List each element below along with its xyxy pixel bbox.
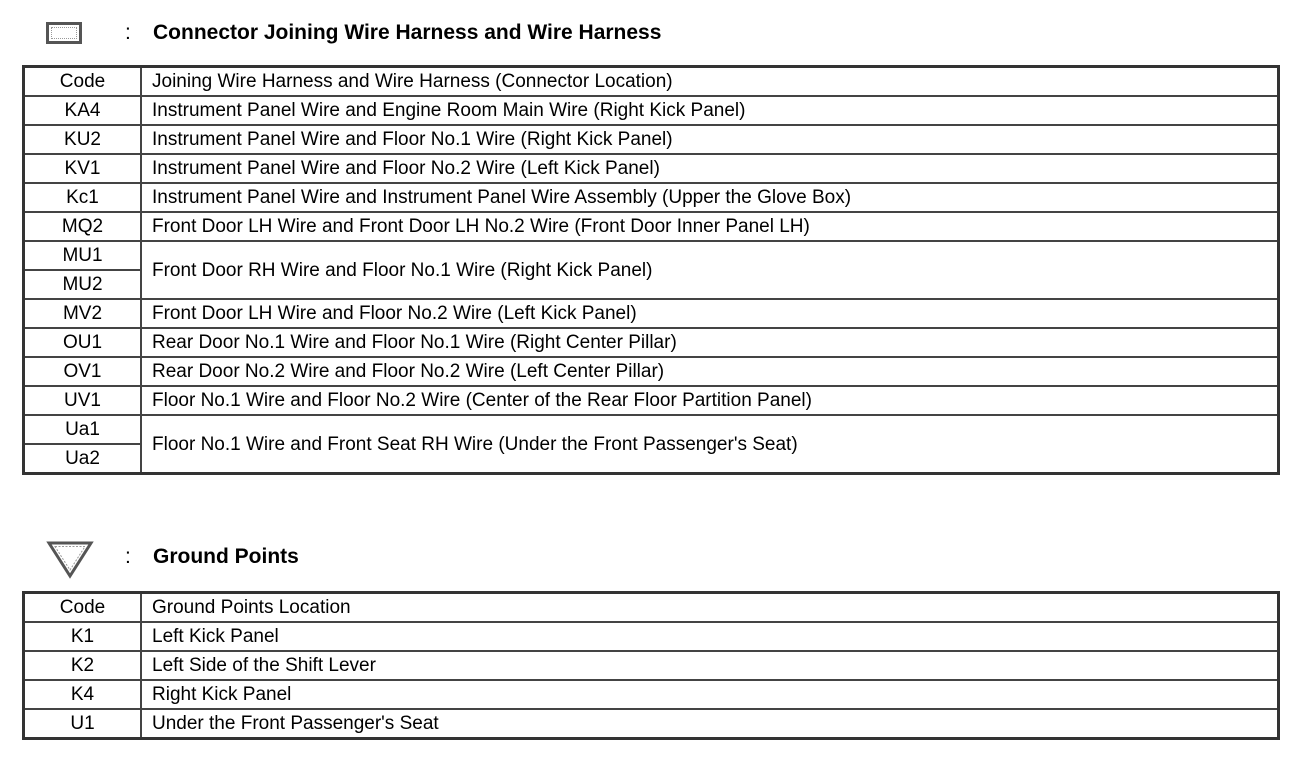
- ground-triangle-icon: [46, 539, 94, 579]
- ground-description-cell: Left Side of the Shift Lever: [141, 651, 1279, 680]
- connector-description-cell: Floor No.1 Wire and Floor No.2 Wire (Center of the Rear Floor Partition Panel): [141, 386, 1279, 415]
- ground-row: [24, 680, 1279, 709]
- connector-code-cell: Ua1: [24, 415, 142, 444]
- connector-description-cell: Front Door LH Wire and Floor No.2 Wire (Left Kick Panel): [141, 299, 1279, 328]
- connector-row: [24, 183, 1279, 212]
- connector-description-cell: Floor No.1 Wire and Front Seat RH Wire (Under the Front Passenger's Seat): [141, 415, 1279, 474]
- connector-row: [24, 386, 1279, 415]
- connector-row: [24, 357, 1279, 386]
- connector-code-cell: KA4: [24, 96, 142, 125]
- connector-code-cell: MQ2: [24, 212, 142, 241]
- connector-box-icon: [46, 22, 82, 44]
- ground-header-row: [24, 593, 1279, 623]
- connector-description-cell: Front Door LH Wire and Front Door LH No.2 Wire (Front Door Inner Panel LH): [141, 212, 1279, 241]
- ground-row: [24, 622, 1279, 651]
- connector-code-cell: OV1: [24, 357, 142, 386]
- ground-code-cell: K2: [24, 651, 142, 680]
- ground-description-cell: Right Kick Panel: [141, 680, 1279, 709]
- ground-table: [22, 591, 1280, 740]
- connector-code-cell: UV1: [24, 386, 142, 415]
- connector-code-cell: Kc1: [24, 183, 142, 212]
- connector-code-cell: OU1: [24, 328, 142, 357]
- connector-description-cell: Front Door RH Wire and Floor No.1 Wire (Right Kick Panel): [141, 241, 1279, 299]
- ground-section-title: Ground Points: [153, 545, 299, 568]
- connector-header-code: Code: [24, 67, 142, 97]
- connector-row: [24, 415, 1279, 444]
- connector-section-colon: :: [125, 21, 131, 44]
- connector-code-cell: KU2: [24, 125, 142, 154]
- connector-description-cell: Instrument Panel Wire and Floor No.1 Wire (Right Kick Panel): [141, 125, 1279, 154]
- connector-description-cell: Instrument Panel Wire and Engine Room Main Wire (Right Kick Panel): [141, 96, 1279, 125]
- ground-row: [24, 709, 1279, 739]
- connector-row: [24, 154, 1279, 183]
- connector-section-title: Connector Joining Wire Harness and Wire Harness: [153, 21, 662, 44]
- connector-header-row: [24, 67, 1279, 97]
- ground-code-cell: U1: [24, 709, 142, 739]
- ground-row: [24, 651, 1279, 680]
- connector-description-cell: Rear Door No.2 Wire and Floor No.2 Wire (Left Center Pillar): [141, 357, 1279, 386]
- connector-row: [24, 96, 1279, 125]
- connector-table: [22, 65, 1280, 475]
- ground-description-cell: Under the Front Passenger's Seat: [141, 709, 1279, 739]
- connector-code-cell: KV1: [24, 154, 142, 183]
- ground-code-cell: K4: [24, 680, 142, 709]
- connector-description-cell: Instrument Panel Wire and Instrument Panel Wire Assembly (Upper the Glove Box): [141, 183, 1279, 212]
- connector-description-cell: Instrument Panel Wire and Floor No.2 Wire (Left Kick Panel): [141, 154, 1279, 183]
- connector-row: [24, 212, 1279, 241]
- connector-code-cell: Ua2: [24, 444, 142, 474]
- ground-header-code: Code: [24, 593, 142, 623]
- connector-row: [24, 125, 1279, 154]
- connector-code-cell: MU2: [24, 270, 142, 299]
- connector-code-cell: MV2: [24, 299, 142, 328]
- connector-code-cell: MU1: [24, 241, 142, 270]
- ground-code-cell: K1: [24, 622, 142, 651]
- ground-header-description: Ground Points Location: [141, 593, 1279, 623]
- ground-section-colon: :: [125, 545, 131, 568]
- connector-row: [24, 328, 1279, 357]
- connector-row: [24, 241, 1279, 270]
- connector-header-description: Joining Wire Harness and Wire Harness (Connector Location): [141, 67, 1279, 97]
- connector-description-cell: Rear Door No.1 Wire and Floor No.1 Wire (Right Center Pillar): [141, 328, 1279, 357]
- ground-description-cell: Left Kick Panel: [141, 622, 1279, 651]
- connector-row: [24, 299, 1279, 328]
